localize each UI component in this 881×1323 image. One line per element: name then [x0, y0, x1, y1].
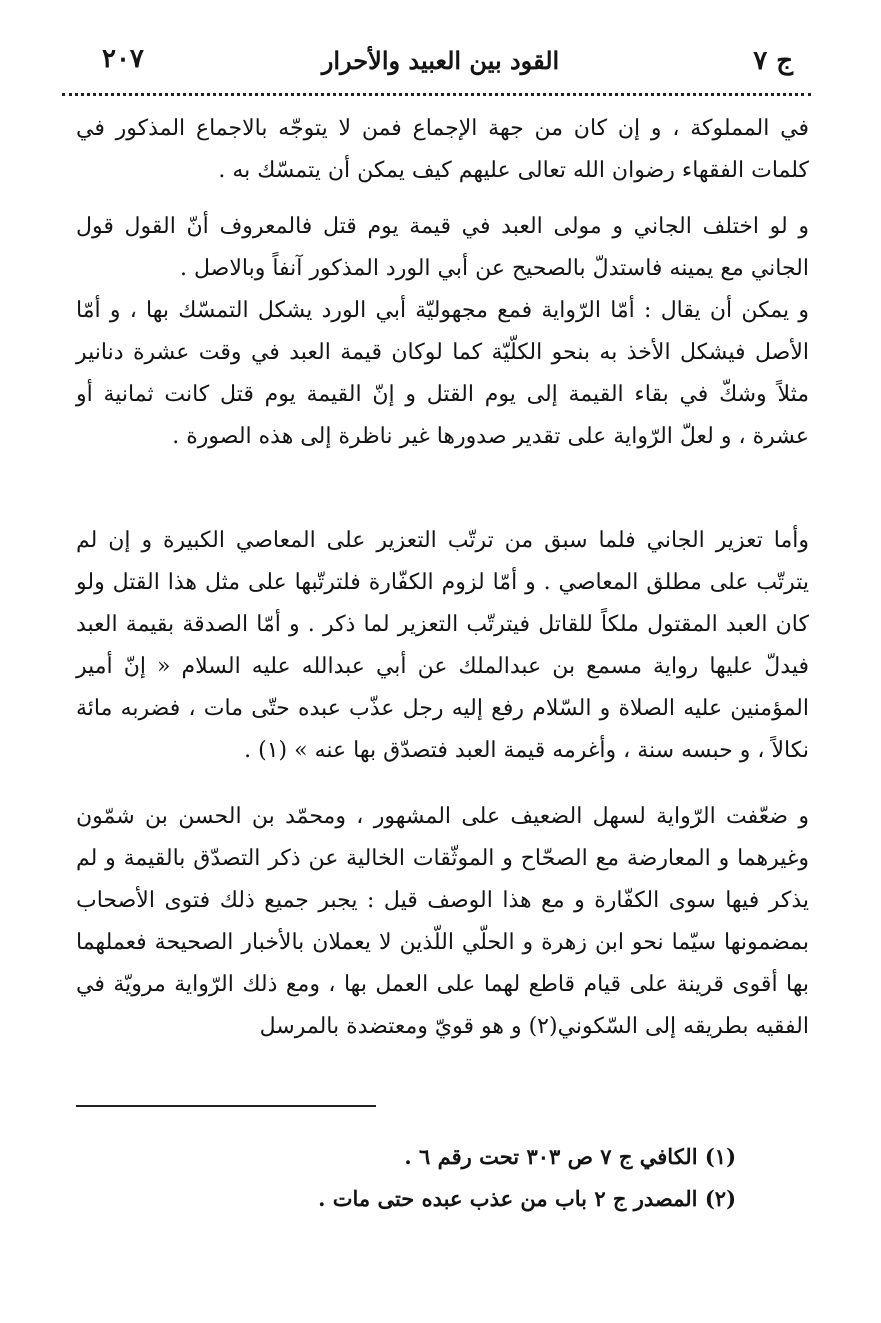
footnotes [200, 1136, 736, 1220]
running-header [66, 40, 815, 84]
paragraph: و يمكن أن يقال : أمّا الرّواية فمع مجهوليّة أبي الورد يشكل التمسّك بها ، و أمّا الأصل فيشكل الأخذ به بنحو الكلّيّة كما لوكان قيمة العبد في وقت عشرة دنانير مثلاً وشكّ في بقاء القيمة إلى يوم القتل و إنّ القيمة يوم قتل كانت ثمانية أو عشرة ، و لعلّ الرّواية على تقدير صدورها غير ناظرة إلى هذه الصورة . [76, 298, 809, 449]
paragraph: و ضعّفت الرّواية لسهل الضعيف على المشهور ، ومحمّد بن الحسن بن شمّون وغيرهما و المعارضة مع الصحّاح و الموثّقات الخالية عن ذكر التصدّق بالقيمة و لم يذكر فيها سوى الكفّارة و مع هذا الوصف قيل : يجبر جميع ذلك فتوى الأصحاب بمضمونها سيّما نحو ابن زهرة و الحلّي اللّذين لا يعملان بالأخبار الصحيحة فعملهما بها أقوى قرينة على قيام قاطع لهما على العمل بها ، ومع ذلك الرّواية مرويّة في الفقيه بطريقه إلى السّكوني(٢) و هو قويّ ومعتضدة بالمرسل [76, 804, 809, 1039]
footnote: (٢) المصدر ج ٢ باب من عذب عبده حتى مات . [318, 1186, 736, 1211]
paragraph: و لو اختلف الجاني و مولى العبد في قيمة يوم قتل فالمعروف أنّ القول قول الجاني مع يمينه فاستدلّ بالصحيح عن أبي الورد المذكور آنفاً وبالاصل . [76, 214, 809, 281]
header-dotted-rule [62, 93, 811, 96]
paragraph: وأما تعزير الجاني فلما سبق من ترتّب التعزير على المعاصي الكبيرة و إن لم يترتّب على مطلق المعاصي . و أمّا لزوم الكفّارة فلترتّبها على مثل هذا القتل ولو كان العبد المقتول ملكاً للقاتل فيترتّب التعزير لما ذكر . و أمّا الصدقة بقيمة العبد فيدلّ عليها رواية مسمع بن عبدالملك عن أبي عبدالله عليه السلام « إنّ أمير المؤمنين عليه الصلاة و السّلام رفع إليه رجل عذّب عبده حتّى مات ، فضربه مائة نكالاً ، و حبسه سنة ، وأغرمه قيمة العبد فتصدّق بها عنه » (١) . [76, 528, 809, 763]
main-text [76, 108, 809, 1132]
chapter-title: القود بين العبيد والأحرار [321, 46, 560, 75]
volume-label: ج ٧ [753, 46, 793, 76]
paragraph: في المملوكة ، و إن كان من جهة الإجماع فمن لا يتوجّه بالاجماع المذكور في كلمات الفقهاء رضوان الله تعالى عليهم كيف يمكن أن يتمسّك به . [76, 116, 809, 183]
footnote-separator [76, 1105, 376, 1107]
footnote: (١) الكافي ج ٧ ص ٣٠٣ تحت رقم ٦ . [404, 1144, 736, 1169]
page-number: ٢٠٧ [102, 44, 144, 74]
